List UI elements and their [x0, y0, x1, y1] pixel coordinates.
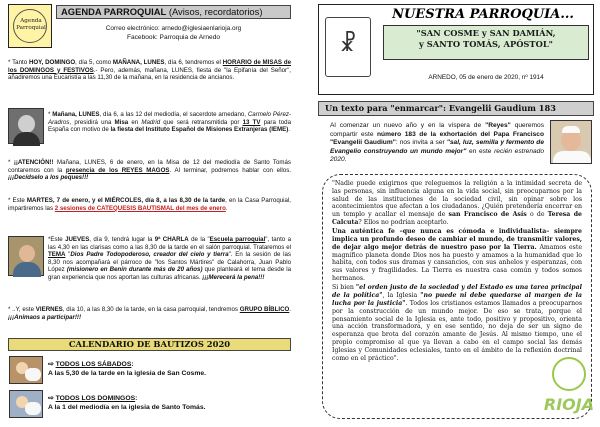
agenda-title — [56, 5, 291, 19]
quote-paragraph-1: "Nadie puede exigirnos que releguemos la religión a la intimidad secreta de las personas, sin influencia alguna en la vida social, sin preocuparnos por la salud de las instituciones de la sociedad civil, sin opinar sobre los acontecimientos que afectan a los ciudadanos. ¿Quién pretendería encerrar en un templo y acallar el mensaje de san Francisco de Asís o de Teresa de Calcuta? Ellos no podrían aceptarlo. — [332, 180, 582, 226]
baptism-sundays-text: ⇨ TODOS LOS DOMINGOS: A la 1 del mediodía en la iglesia de Santo Tomás. — [48, 395, 206, 411]
rioja-watermark — [540, 357, 598, 419]
left-page — [8, 4, 291, 423]
notice-escuela-parroquial: *Este JUEVES, día 9, tendrá lugar la 9ª CHARLA de la "Escuela parroquial", tanto a las 4,30 en las clarisas como a las 8,30 de la tarde en el salón parroquial. Trataremos el TEMA "Dios Padre Todopoderoso, creador del cielo y tierra". En la sesión de las 8,30 nos acompañará el párroco de "los Santos Mártires" de Calahorra, Juan Pablo López (misionero en Benín durante más de 20 años) que planteará el tema desde la gran experiencia que nos aportan las culturas africanas. ¡¡¡Merecerá la pena!!! — [48, 236, 292, 281]
baptism-photo — [9, 356, 43, 384]
chi-rho-icon: ☧ — [339, 32, 357, 57]
parish-name-line2: y SANTO TOMÁS, APÓSTOL" — [419, 38, 553, 49]
arrow-right-icon-2: ⇨ — [48, 395, 56, 402]
evangelii-gaudium-quote — [332, 180, 582, 364]
section-title — [318, 101, 594, 116]
notice-reyes-magos: * ¡¡ATENCIÓN!! Mañana, LUNES, 6 de enero, en la Misa de 12 del mediodía de Santo Tomás contaremos con la presencia de los REYES MAGOS. Al terminar, podremos hablar con ellos. ¡¡¡Decídselo a los peques!!! — [8, 159, 291, 182]
watermark-text: RIOJA — [543, 395, 595, 414]
arrow-right-icon: ⇨ — [48, 361, 56, 368]
logo-text: Agenda Parroquial — [16, 18, 46, 31]
baptism-sundays-detail: A la 1 del mediodía en la iglesia de Santo Tomás. — [48, 404, 206, 411]
pope-francis-photo — [550, 120, 592, 164]
baptism-photo-2 — [9, 390, 43, 418]
quote-paragraph-2: Una auténtica fe –que nunca es cómoda e individualista– siempre implica un profundo deseo de cambiar el mundo, de transmitir valores, de dejar algo mejor detrás de nuestro paso por la Tierra. Amamos este magnífico planeta donde Dios nos ha puesto y amamos a la humanidad que lo habita, con todos sus dramas y cansancios, con sus anhelos y esperanzas, con sus valores y fragilidades. La Tierra es nuestra casa común y todos somos hermanos. — [332, 228, 582, 283]
notice-tv-mass: * Mañana, LUNES, día 6, a las 12 del mediodía, el sacerdote arnedano, Carmelo Pérez-Aradros, presidirá una Misa en Madrid que será retransmitida por 13 TV para toda España con motivo de la fiesta del Instituto Español de Misiones Extranjeras (IEME). — [48, 111, 292, 134]
intro-paragraph: Al comenzar un nuevo año y en la víspera de "Reyes" queremos compartir este número 183 de la exhortación del Papa Francisco "Evangelii Gaudium": nos invita a ser "sal, luz, semilla y fermento de Evangelio construyendo un mundo mejor" en este recién estrenado 2020. — [330, 122, 545, 164]
agenda-contact — [56, 25, 291, 42]
baptism-saturdays-heading: TODOS LOS SÁBADOS — [55, 361, 132, 368]
speaker-photo — [8, 236, 44, 276]
parish-name-line1: "SAN COSME y SAN DAMIÁN, — [416, 28, 556, 38]
masthead-title: NUESTRA PARROQUIA... — [392, 7, 574, 22]
notice-sunday-schedule: * Tanto HOY, DOMINGO, día 5, como MAÑANA, LUNES, día 6, tendremos el HORARIO de MISAS de los DOMINGOS y FESTIVOS.- Pero, además, mañana, LUNES, fiesta de "la Epifanía del Señor", añadiremos una Eucaristía a las 11,30 de la mañana, en la residencia de ancianos. — [8, 59, 291, 82]
baptism-item-sundays — [8, 388, 291, 421]
baptism-item-saturdays — [8, 354, 291, 387]
agenda-title-main: AGENDA PARROQUIAL — [61, 6, 167, 17]
priest-photo — [8, 108, 44, 144]
agenda-logo — [8, 4, 52, 48]
parish-masthead — [318, 4, 594, 95]
section-title-highlight: "enmarcar" — [390, 103, 444, 113]
parish-name-box — [383, 25, 589, 60]
section-title-prefix: Un texto para — [325, 103, 391, 113]
agenda-facebook: Facebook: Parroquia de Arnedo — [126, 33, 221, 41]
baptism-calendar-title: CALENDARIO DE BAUTIZOS 2020 — [8, 338, 291, 351]
baptism-saturdays-detail: A las 5,30 de la tarde en la iglesia de San Cosme. — [48, 370, 207, 377]
watermark-ring — [552, 357, 586, 391]
agenda-email: Correo electrónico: arnedo@iglesiaenlarioja.org — [105, 25, 242, 32]
chi-rho-logo — [325, 17, 371, 77]
notice-catequesis: * Este MARTES, 7 de enero, y el MIÉRCOLES, día 8, a las 8,30 de la tarde, en la Casa Parroquial, impartiremos las 2 sesiones de CATEQUESIS BAUTISMAL del mes de enero. — [8, 197, 291, 212]
issue-dateline: ARNEDO, 05 de enero de 2020, nº 1914 — [428, 74, 544, 81]
agenda-title-suffix: (Avisos, recordatorios) — [168, 6, 263, 17]
baptism-saturdays-text: ⇨ TODOS LOS SÁBADOS: A las 5,30 de la tarde en la iglesia de San Cosme. — [48, 361, 207, 377]
quote-paragraph-3: Si bien "el orden justo de la sociedad y del Estado es una tarea principal de la política", la Iglesia "no puede ni debe quedarse al margen de la lucha por la justicia". Todos los cristianos estamos llamados a preocuparnos por la construcción de un mundo mejor. De eso se trata, porque el pensamiento social de la Iglesia es, ante todo, positivo y propositivo, orienta una acción transformadora, y en ese sentido, no deja de ser un signo de esperanza que brota del corazón amante de Jesús. Al mismo tiempo, une el propio compromiso al que ya llevan a cabo en el campo social las demás Iglesias y Comunidades eclesiales, tanto en el ámbito de la reflexión doctrinal como en el práctico". — [332, 284, 583, 362]
baptism-sundays-heading: TODOS LOS DOMINGOS — [55, 395, 136, 402]
section-title-suffix: : Evangelii Gaudium 183 — [443, 103, 556, 113]
notice-grupo-biblico: * ..Y, este VIERNES, día 10, a las 8,30 de la tarde, en la casa parroquial, tendremos GRUPO BÍBLICO. ¡¡¡Animaos a participar!!! — [8, 306, 292, 321]
